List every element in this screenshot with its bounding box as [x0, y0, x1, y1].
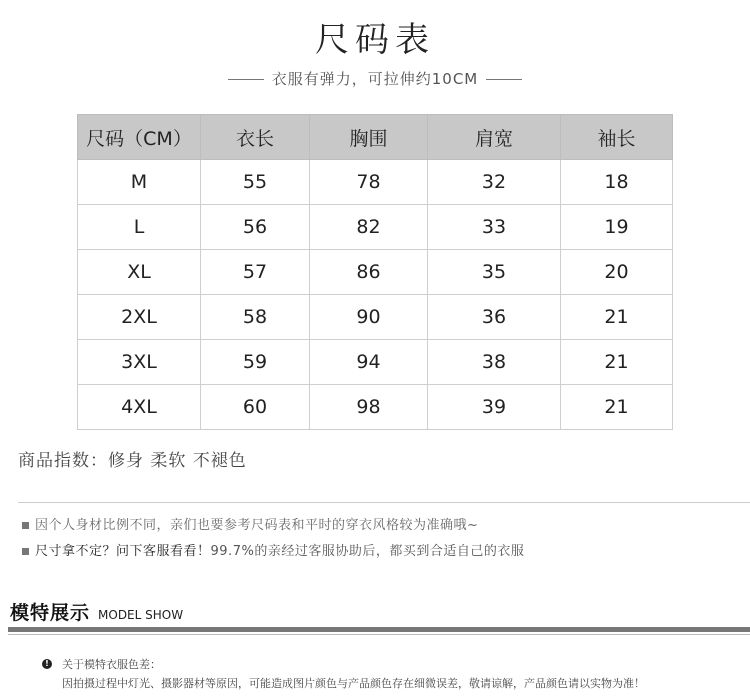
note-customer-service — [22, 540, 524, 559]
model-show-title-en: MODEL SHOW — [98, 608, 184, 622]
cell-shoulder: 38 — [428, 340, 561, 385]
note-service-strong: 尺寸拿不定？问下客服看看！ — [35, 544, 211, 559]
subtitle — [0, 68, 750, 89]
cell-chest: 90 — [310, 295, 428, 340]
cell-length: 56 — [201, 205, 310, 250]
cell-shoulder: 32 — [428, 160, 561, 205]
header-shoulder: 肩宽 — [428, 115, 561, 160]
page-title: 尺码表 — [315, 20, 435, 60]
bullet-square-icon — [22, 548, 29, 555]
cell-shoulder: 39 — [428, 385, 561, 430]
cell-chest: 82 — [310, 205, 428, 250]
header-sleeve: 袖长 — [561, 115, 673, 160]
cell-length: 60 — [201, 385, 310, 430]
heading-underline-bar — [8, 627, 750, 632]
note-fit-advice — [22, 514, 478, 533]
cell-size: L — [78, 205, 201, 250]
cell-sleeve: 21 — [561, 340, 673, 385]
section-divider — [18, 502, 750, 503]
table-row — [78, 160, 673, 205]
table-row — [78, 250, 673, 295]
cell-chest: 78 — [310, 160, 428, 205]
cell-size: 3XL — [78, 340, 201, 385]
cell-sleeve: 21 — [561, 385, 673, 430]
cell-size: M — [78, 160, 201, 205]
product-index: 商品指数：修身 柔软 不褪色 — [18, 451, 247, 471]
cell-sleeve: 21 — [561, 295, 673, 340]
model-show-heading — [10, 598, 183, 625]
cell-chest: 98 — [310, 385, 428, 430]
cell-length: 55 — [201, 160, 310, 205]
note-service-rest: 99.7%的亲经过客服协助后，都买到合适自己的衣服 — [210, 544, 525, 559]
cell-chest: 86 — [310, 250, 428, 295]
table-row — [78, 385, 673, 430]
cell-shoulder: 33 — [428, 205, 561, 250]
cell-size: XL — [78, 250, 201, 295]
cell-size: 4XL — [78, 385, 201, 430]
disclaimer-text: 因拍摄过程中灯光、摄影器材等原因，可能造成图片颜色与产品颜色存在细微误差，敬请谅解，产品颜色请以实物为准！ — [62, 677, 645, 690]
subtitle-text: 衣服有弹力，可拉伸约10CM — [271, 70, 479, 88]
cell-length: 57 — [201, 250, 310, 295]
cell-sleeve: 18 — [561, 160, 673, 205]
size-table — [77, 114, 673, 430]
header-size: 尺码（CM） — [78, 115, 201, 160]
cell-length: 58 — [201, 295, 310, 340]
cell-shoulder: 36 — [428, 295, 561, 340]
table-row — [78, 295, 673, 340]
header-length: 衣长 — [201, 115, 310, 160]
table-row — [78, 205, 673, 250]
cell-shoulder: 35 — [428, 250, 561, 295]
cell-chest: 94 — [310, 340, 428, 385]
cell-size: 2XL — [78, 295, 201, 340]
model-show-title-cn: 模特展示 — [10, 602, 91, 624]
cell-sleeve: 19 — [561, 205, 673, 250]
note-fit-text: 因个人身材比例不同，亲们也要参考尺码表和平时的穿衣风格较为准确哦~ — [35, 518, 479, 533]
bullet-square-icon — [22, 522, 29, 529]
right-dash-divider — [486, 79, 522, 80]
exclamation-icon: ! — [42, 659, 52, 669]
table-row — [78, 340, 673, 385]
cell-sleeve: 20 — [561, 250, 673, 295]
disclaimer-title: 关于模特衣服色差： — [62, 658, 161, 671]
table-header-row — [78, 115, 673, 160]
header-chest: 胸围 — [310, 115, 428, 160]
heading-underline-thin — [8, 634, 750, 635]
cell-length: 59 — [201, 340, 310, 385]
left-dash-divider — [228, 79, 264, 80]
